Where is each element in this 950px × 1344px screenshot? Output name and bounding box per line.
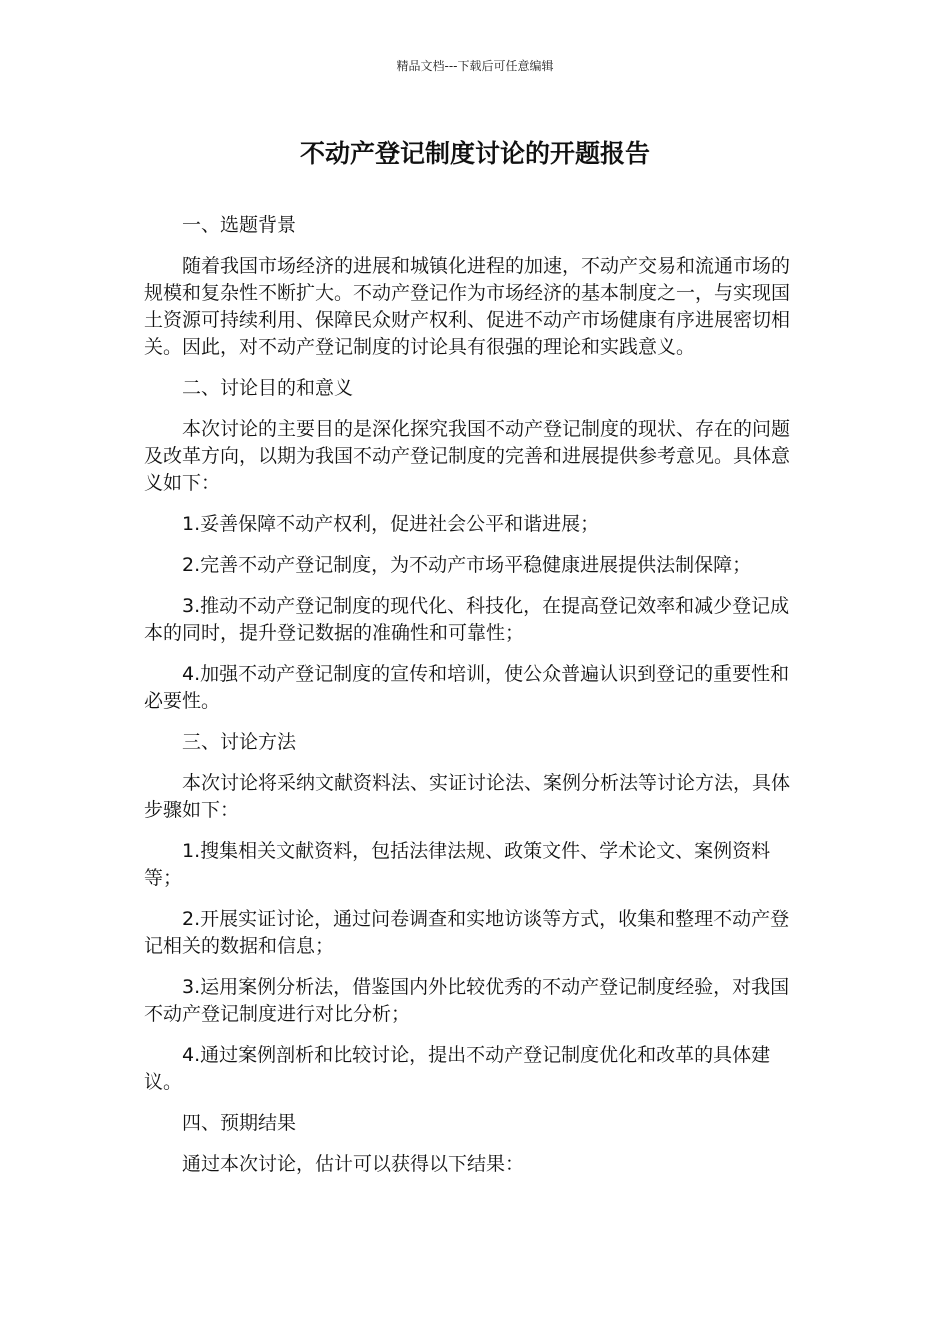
list-item-purpose-3: 3.推动不动产登记制度的现代化、科技化，在提高登记效率和减少登记成本的同时，提升登记数据的准确性和可靠性； <box>144 595 790 644</box>
list-item-purpose-1: 1.妥善保障不动产权利，促进社会公平和谐进展； <box>182 513 600 535</box>
document-title: 不动产登记制度讨论的开题报告 <box>299 139 650 168</box>
section-heading-purpose: 二、讨论目的和意义 <box>182 377 354 399</box>
list-item-purpose-4: 4.加强不动产登记制度的宣传和培训，使公众普遍认识到登记的重要性和必要性。 <box>144 663 790 712</box>
section-heading-method: 三、讨论方法 <box>182 731 297 753</box>
paragraph-background: 随着我国市场经济的进展和城镇化进程的加速，不动产交易和流通市场的规模和复杂性不断扩大。不动产登记作为市场经济的基本制度之一，与实现国土资源可持续利用、保障民众财产权利、促进不动产市场健康有序进展密切相关。因此，对不动产登记制度的讨论具有很强的理论和实践意义。 <box>144 255 791 358</box>
list-item-method-4: 4.通过案例剖析和比较讨论，提出不动产登记制度优化和改革的具体建议。 <box>144 1044 771 1093</box>
paragraph-method: 本次讨论将采纳文献资料法、实证讨论法、案例分析法等讨论方法，具体步骤如下： <box>144 772 791 821</box>
section-heading-results: 四、预期结果 <box>182 1112 297 1134</box>
paragraph-results: 通过本次讨论，估计可以获得以下结果： <box>182 1153 525 1175</box>
page-header: 精品文档---下载后可任意编辑 <box>396 59 554 73</box>
list-item-method-2: 2.开展实证讨论，通过问卷调查和实地访谈等方式，收集和整理不动产登记相关的数据和信息； <box>144 908 790 957</box>
paragraph-purpose: 本次讨论的主要目的是深化探究我国不动产登记制度的现状、存在的问题及改革方向，以期为我国不动产登记制度的完善和进展提供参考意见。具体意义如下： <box>144 418 791 494</box>
list-item-purpose-2: 2.完善不动产登记制度，为不动产市场平稳健康进展提供法制保障； <box>182 554 752 576</box>
list-item-method-1: 1.搜集相关文献资料，包括法律法规、政策文件、学术论文、案例资料等； <box>144 840 771 889</box>
list-item-method-3: 3.运用案例分析法，借鉴国内外比较优秀的不动产登记制度经验，对我国不动产登记制度进行对比分析； <box>144 976 790 1025</box>
document-body <box>144 212 804 1192</box>
section-heading-background: 一、选题背景 <box>182 214 297 236</box>
